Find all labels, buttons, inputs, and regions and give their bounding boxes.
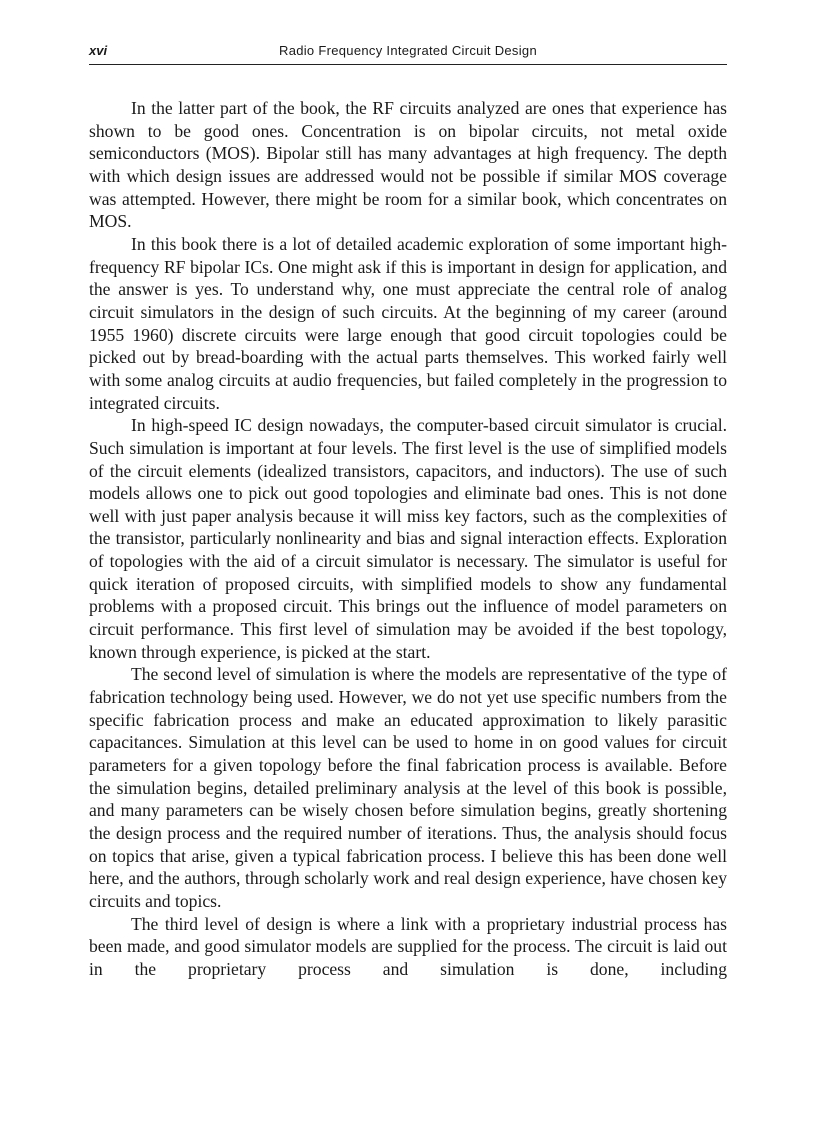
body-text — [89, 97, 727, 981]
paragraph-5: The third level of design is where a link with a proprietary industrial process has been made, and good simulator models are supplied for the process. The circuit is laid out in the proprietary process and simulation is done, including — [89, 913, 727, 979]
paragraph-1: In the latter part of the book, the RF circuits analyzed are ones that experience has shown to be good ones. Concentration is on bipolar circuits, not metal oxide semiconductors (MOS). Bipolar still has many advantages at high frequency. The depth with which design issues are addressed would not be possible if similar MOS coverage was attempted. However, there might be room for a similar book, which concentrates on MOS. — [89, 98, 727, 232]
book-title: Radio Frequency Integrated Circuit Design — [279, 43, 537, 58]
paragraph-3: In high-speed IC design nowadays, the computer-based circuit simulator is crucial. Such simulation is important at four levels. The first level is the use of simplified models of the circuit elements (idealized transistors, capacitors, and inductors). The use of such models allows one to pick out good topologies and eliminate bad ones. This is not done well with just paper analysis because it will miss key factors, such as the complexities of the transistor, particularly nonlinearity and bias and signal interaction effects. Exploration of topologies with the aid of a circuit simulator is necessary. The simulator is useful for quick iteration of proposed circuits, with simplified models to show any fundamental problems with a proposed circuit. This brings out the influence of model parameters on circuit performance. This first level of simulation may be avoided if the best topology, known through experience, is picked at the start. — [89, 415, 727, 662]
paragraph-2: In this book there is a lot of detailed academic exploration of some important high-frequency RF bipolar ICs. One might ask if this is important in design for application, and the answer is yes. To understand why, one must appreciate the central role of analog circuit simulators in the design of such circuits. At the beginning of my career (around 1955 1960) discrete circuits were large enough that good circuit topologies could be picked out by bread-boarding with the actual parts themselves. This worked fairly well with some analog circuits at audio frequencies, but failed completely in the progression to integrated circuits. — [89, 233, 727, 413]
running-head — [89, 40, 727, 65]
page-number: xvi — [89, 43, 108, 58]
paragraph-4: The second level of simulation is where the models are representative of the type of fabrication technology being used. However, we do not yet use specific numbers from the specific fabrication process and make an educated approximation to likely parasitic capacitances. Simulation at this level can be used to home in on good values for circuit parameters for a given topology before the final fabrication process is available. Before the simulation begins, detailed preliminary analysis at the level of this book is possible, and many parameters can be wisely chosen before simulation begins, greatly shortening the design process and the required number of iterations. Thus, the analysis should focus on topics that arise, given a typical fabrication process. I believe this has been done well here, and the authors, through scholarly work and real design experience, have chosen key circuits and topics. — [89, 664, 727, 911]
